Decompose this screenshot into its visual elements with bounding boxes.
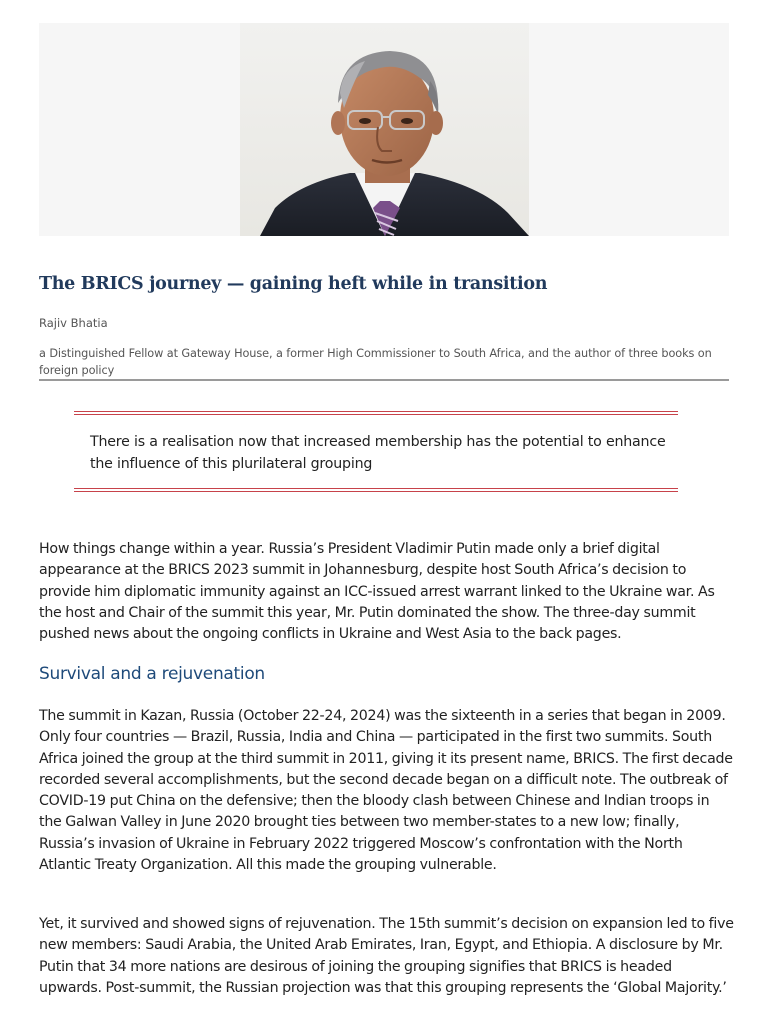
author-photo-banner	[39, 23, 729, 236]
author-bio-divider	[39, 379, 729, 381]
pull-quote	[74, 411, 678, 493]
author-portrait-illustration	[240, 23, 529, 236]
article-title: The BRICS journey — gaining heft while in transition	[39, 274, 548, 294]
author-photo	[240, 23, 529, 236]
paragraph-3: Yet, it survived and showed signs of rejuvenation. The 15th summit’s decision on expansion led to five new members: Saudi Arabia, the United Arab Emirates, Iran, Egypt, and Ethiopia. A disclosure by Mr. Putin that 34 more nations are desirous of joining the grouping signifies that BRICS is headed upwards. Post-summit, the Russian projection was that this grouping represents the ‘Global Majority.’	[39, 916, 734, 996]
pull-quote-bottom-rule	[74, 488, 678, 492]
paragraph-2: The summit in Kazan, Russia (October 22-24, 2024) was the sixteenth in a series that began in 2009. Only four countries — Brazil, Russia, India and China — participated in the first two summits. South Africa joined the group at the third summit in 2011, giving it its present name, BRICS. The first decade recorded several accomplishments, but the second decade began on a difficult note. The outbreak of COVID-19 put China on the defensive; then the bloody clash between Chinese and Indian troops in the Galwan Valley in June 2020 brought ties between two member-states to a new low; finally, Russia’s invasion of Ukraine in February 2022 triggered Moscow’s confrontation with the North Atlantic Treaty Organization. All this made the grouping vulnerable.	[39, 708, 733, 874]
author-bio: a Distinguished Fellow at Gateway House, a former High Commissioner to South Africa, and the author of three books on foreign policy	[39, 347, 712, 377]
section-heading: Survival and a rejuvenation	[39, 664, 265, 684]
pull-quote-top-rule	[74, 411, 678, 415]
pull-quote-text: There is a realisation now that increased membership has the potential to enhance the influence of this plurilateral grouping	[90, 434, 666, 472]
author-name: Rajiv Bhatia	[39, 316, 108, 330]
paragraph-1: How things change within a year. Russia’s President Vladimir Putin made only a brief digital appearance at the BRICS 2023 summit in Johannesburg, despite host South Africa’s decision to provide him diplomatic immunity against an ICC-issued arrest warrant linked to the Ukraine war. As the host and Chair of the summit this year, Mr. Putin dominated the show. The three-day summit pushed news about the ongoing conflicts in Ukraine and West Asia to the back pages.	[39, 541, 715, 643]
